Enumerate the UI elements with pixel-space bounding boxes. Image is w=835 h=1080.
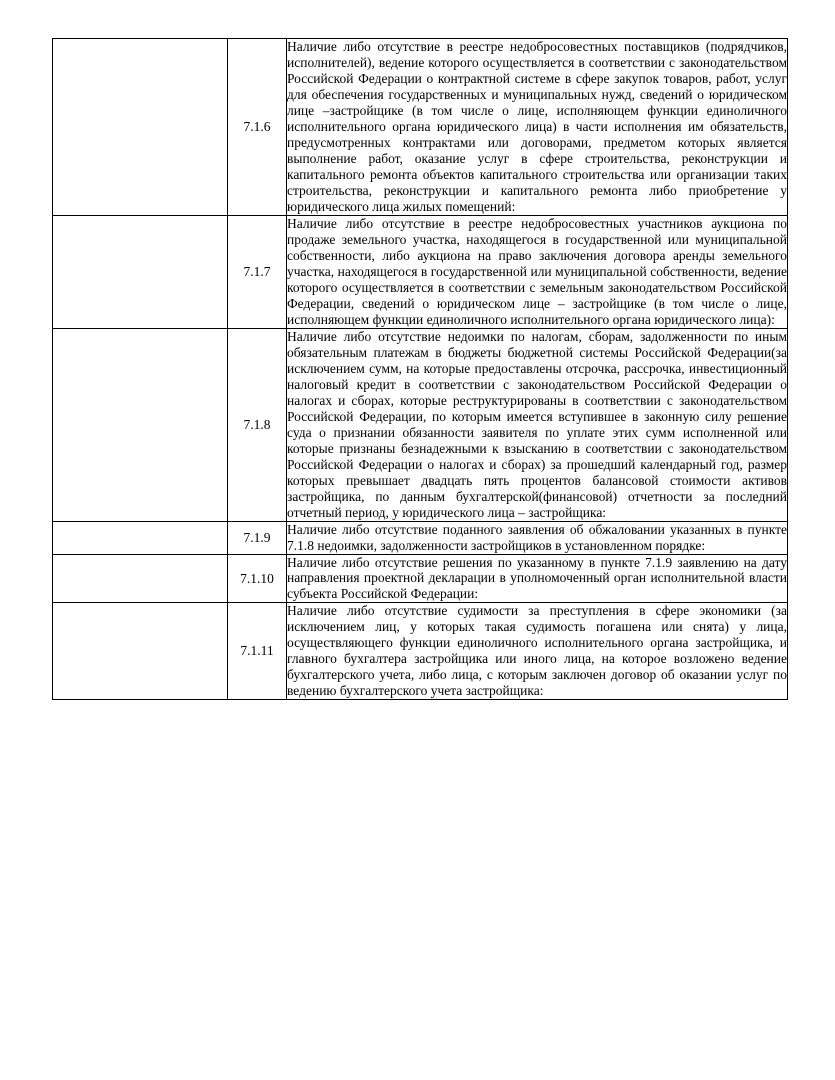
declaration-table [52,38,788,700]
row-text: Наличие либо отсутствие судимости за преступления в сфере экономики (за исключением лиц, у которых такая судимость погашена или снята) у лица, осуществляющего функции единоличного исполнительного органа застройщика, и главного бухгалтера застройщика или иного лица, на которое возложено ведение бухгалтерского учета, либо лица, с которым заключен договор об оказании услуг по ведению бухгалтерского учета застройщика: [287,603,787,699]
row-number-cell: 7.1.8 [228,328,287,521]
row-number-cell: 7.1.9 [228,521,287,554]
row-number-cell: 7.1.7 [228,215,287,328]
table-body [53,39,788,700]
row-empty-cell [53,521,228,554]
row-text-cell [287,215,788,328]
table-row [53,328,788,521]
row-number-cell: 7.1.10 [228,554,287,603]
row-number-cell: 7.1.11 [228,603,287,700]
table-row [53,603,788,700]
table-row [53,39,788,216]
row-text-cell [287,521,788,554]
row-number-cell: 7.1.6 [228,39,287,216]
row-text: Наличие либо отсутствие поданного заявления об обжаловании указанных в пункте 7.1.8 недоимки, задолженности застройщиков в установленном порядке: [287,521,787,553]
row-text: Наличие либо отсутствие в реестре недобросовестных участников аукциона по продаже земельного участка, находящегося в государственной или муниципальной собственности, либо аукциона на право заключения договора аренды земельного участка, находящегося в государственной или муниципальной собственности, ведение которого осуществляется в соответствии с земельным законодательством Российской Федерации, сведений о юридическом лице – застройщике (в том числе о лице, исполняющем функции единоличного исполнительного органа юридического лица): [287,215,787,327]
row-empty-cell [53,328,228,521]
row-text: Наличие либо отсутствие в реестре недобросовестных поставщиков (подрядчиков, исполнителей), ведение которого осуществляется в соответствии с законодательством Российской Федерации о контрактной системе в сфере закупок товаров, работ, услуг для обеспечения государственных и муниципальных нужд, сведений о юридическом лице –застройщике (в том числе о лице, исполняющем функции единоличного исполнительного органа юридического лица) в части исполнения им обязательств, предусмотренных контрактами или договорами, предметом которых является выполнение работ, оказание услуг в сфере строительства, реконструкции и капитального ремонта объектов капитального строительства или организации таких строительства, реконструкции и капитального ремонта либо приобретение у юридического лица жилых помещений: [287,39,787,214]
row-text-cell [287,554,788,603]
row-empty-cell [53,603,228,700]
row-text-cell [287,39,788,216]
row-text: Наличие либо отсутствие решения по указанному в пункте 7.1.9 заявлению на дату направления проектной декларации в уполномоченный орган исполнительной власти субъекта Российской Федерации: [287,554,787,602]
row-text-cell [287,328,788,521]
row-text: Наличие либо отсутствие недоимки по налогам, сборам, задолженности по иным обязательным платежам в бюджеты бюджетной системы Российской Федерации(за исключением сумм, на которые предоставлены отсрочка, рассрочка, инвестиционный налоговый кредит в соответствии с законодательством Российской Федерации о налогах и сборах, которые реструктурированы в соответствии с законодательством Российской Федерации, по которым имеется вступившее в законную силу решение суда о признании обязанности заявителя по уплате этих сумм исполненной или которые признаны безнадежными к взысканию в соответствии с законодательством Российской Федерации о налогах и сборах) за прошедший календарный год, размер которых превышает двадцать пять процентов балансовой стоимости активов застройщика, по данным бухгалтерской(финансовой) отчетности за последний отчетный период, у юридического лица – застройщика: [287,328,787,520]
table-row [53,215,788,328]
row-empty-cell [53,39,228,216]
row-empty-cell [53,215,228,328]
row-empty-cell [53,554,228,603]
table-row [53,521,788,554]
row-text-cell [287,603,788,700]
table-row [53,554,788,603]
